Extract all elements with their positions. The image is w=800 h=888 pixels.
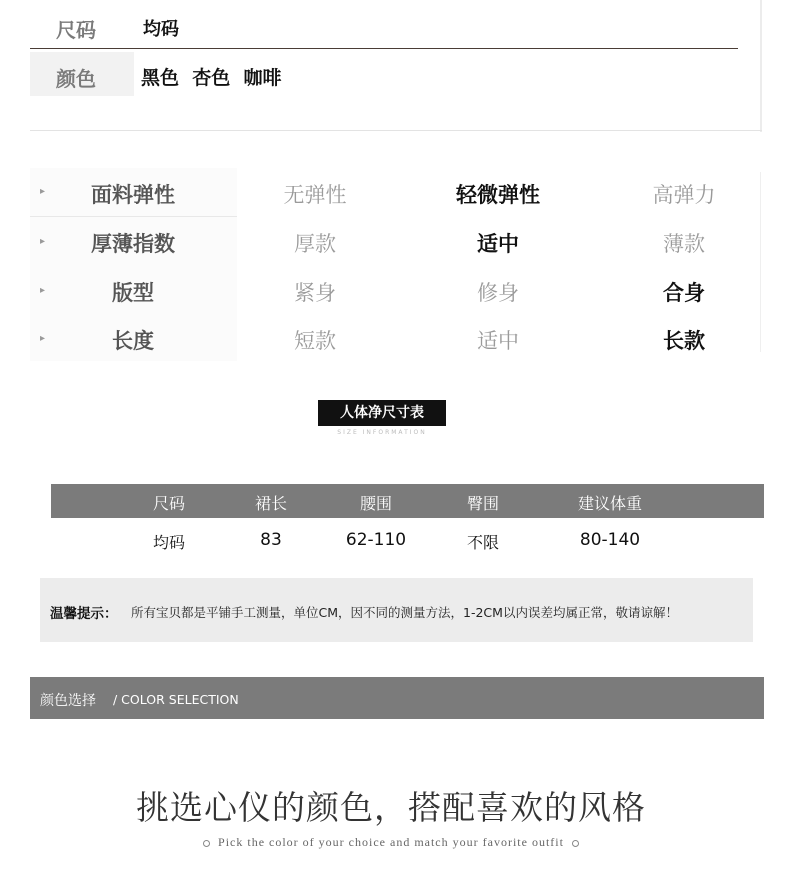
- size-header-cell: 尺码: [152, 494, 185, 513]
- circle-icon: [203, 840, 210, 847]
- bullet-icon: ▸: [40, 333, 46, 344]
- attribute-option: 高弹力: [652, 183, 716, 207]
- size-label: 尺码: [56, 18, 96, 42]
- slogan: 挑选心仪的颜色，搭配喜欢的风格: [136, 788, 646, 827]
- attribute-option: 无弹性: [283, 183, 347, 207]
- bullet-icon: ▸: [40, 236, 46, 247]
- slogan-subtitle: Pick the color of your choice and match your favorite outfit: [218, 835, 564, 849]
- bullet-icon: ▸: [40, 186, 46, 197]
- attribute-option: 厚款: [294, 232, 336, 256]
- spec-block: [0, 0, 800, 140]
- color-selection-title: 颜色选择: [40, 693, 96, 709]
- color-value: 黑色 杏色 咖啡: [141, 67, 282, 89]
- attribute-option: 短款: [294, 329, 336, 353]
- slogan-subtitle-line: [0, 835, 782, 850]
- attribute-option-selected: 合身: [663, 281, 705, 305]
- attribute-option-selected: 轻微弹性: [456, 183, 540, 207]
- size-section-subtitle: SIZE INFORMATION: [337, 429, 427, 436]
- size-cell: 不限: [466, 533, 499, 552]
- attribute-label: 长度: [112, 329, 154, 353]
- attribute-option: 修身: [477, 281, 519, 305]
- size-cell: 83: [260, 530, 282, 550]
- bullet-icon: ▸: [40, 285, 46, 296]
- attribute-option-selected: 长款: [663, 329, 705, 353]
- size-cell: 62-110: [345, 530, 407, 550]
- divider: [30, 130, 762, 131]
- tip-title: 温馨提示：: [50, 606, 118, 622]
- attribute-label: 厚薄指数: [91, 232, 175, 256]
- size-header-cell: 臀围: [466, 494, 499, 513]
- size-cell: 80-140: [579, 530, 641, 550]
- circle-icon: [572, 840, 579, 847]
- size-cell: 均码: [152, 533, 185, 552]
- divider: [760, 172, 761, 352]
- attribute-option: 紧身: [294, 281, 336, 305]
- divider: [760, 0, 762, 132]
- size-value: 均码: [143, 19, 179, 40]
- attribute-label: 版型: [112, 281, 154, 305]
- attribute-label: 面料弹性: [91, 183, 175, 207]
- size-header-cell: 建议体重: [577, 494, 642, 513]
- size-header-cell: 腰围: [359, 494, 392, 513]
- color-selection-subtitle: / COLOR SELECTION: [113, 692, 239, 707]
- color-label: 颜色: [56, 67, 96, 91]
- attribute-option: 适中: [477, 329, 519, 353]
- tip-text: 所有宝贝都是平铺手工测量，单位CM，因不同的测量方法，1-2CM以内误差均属正常，敬请谅解！: [131, 605, 678, 620]
- size-section-title: 人体净尺寸表: [318, 400, 446, 426]
- attribute-option-selected: 适中: [477, 232, 519, 256]
- size-header-cell: 裙长: [254, 494, 287, 513]
- divider: [30, 48, 738, 49]
- attribute-option: 薄款: [663, 232, 705, 256]
